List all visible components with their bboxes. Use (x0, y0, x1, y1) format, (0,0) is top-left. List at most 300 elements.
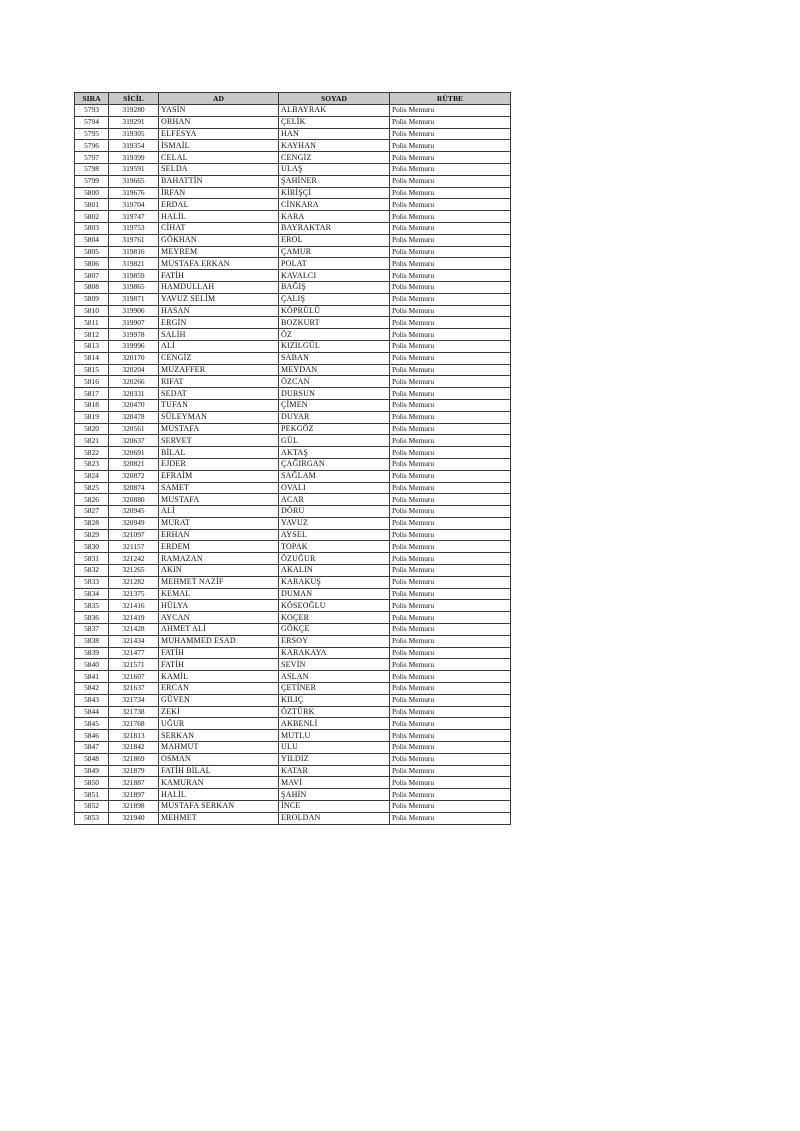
cell-rutbe: Polis Memuru (390, 435, 511, 447)
table-row (75, 105, 511, 117)
cell-soyad: ÇALIŞ (279, 293, 390, 305)
cell-sicil: 321375 (109, 588, 159, 600)
cell-sicil: 320478 (109, 411, 159, 423)
table-row (75, 765, 511, 777)
table-row (75, 576, 511, 588)
cell-ad: SEDAT (159, 388, 279, 400)
cell-sira: 5851 (75, 789, 109, 801)
cell-soyad: HAN (279, 128, 390, 140)
header-sicil: SİCİL (109, 93, 159, 105)
table-row (75, 447, 511, 459)
cell-sira: 5805 (75, 246, 109, 258)
cell-soyad: ÇAMUR (279, 246, 390, 258)
cell-ad: RIFAT (159, 376, 279, 388)
cell-rutbe: Polis Memuru (390, 128, 511, 140)
table-row (75, 671, 511, 683)
cell-ad: MURAT (159, 517, 279, 529)
cell-rutbe: Polis Memuru (390, 576, 511, 588)
cell-sicil: 320470 (109, 399, 159, 411)
table-row (75, 388, 511, 400)
cell-ad: MEHMET NAZİF (159, 576, 279, 588)
cell-rutbe: Polis Memuru (390, 187, 511, 199)
cell-soyad: CENGİZ (279, 152, 390, 164)
cell-rutbe: Polis Memuru (390, 388, 511, 400)
cell-soyad: KİRİŞÇİ (279, 187, 390, 199)
cell-ad: UĞUR (159, 718, 279, 730)
cell-ad: AKIN (159, 565, 279, 577)
cell-sira: 5816 (75, 376, 109, 388)
cell-rutbe: Polis Memuru (390, 694, 511, 706)
cell-ad: ELFESYA (159, 128, 279, 140)
cell-sira: 5826 (75, 494, 109, 506)
cell-sicil: 319821 (109, 258, 159, 270)
table-row (75, 706, 511, 718)
table-row (75, 494, 511, 506)
cell-ad: BAHATTİN (159, 175, 279, 187)
cell-rutbe: Polis Memuru (390, 340, 511, 352)
cell-sicil: 321898 (109, 801, 159, 813)
cell-ad: KEMAL (159, 588, 279, 600)
cell-soyad: ÇETİNER (279, 683, 390, 695)
cell-soyad: KAVALCI (279, 270, 390, 282)
cell-sicil: 320874 (109, 482, 159, 494)
cell-sira: 5836 (75, 612, 109, 624)
cell-sira: 5849 (75, 765, 109, 777)
cell-soyad: SEVİN (279, 659, 390, 671)
cell-rutbe: Polis Memuru (390, 140, 511, 152)
cell-soyad: KÖSEOĞLU (279, 600, 390, 612)
cell-sira: 5800 (75, 187, 109, 199)
table-row (75, 588, 511, 600)
cell-ad: OSMAN (159, 753, 279, 765)
cell-rutbe: Polis Memuru (390, 541, 511, 553)
cell-ad: CİHAT (159, 222, 279, 234)
cell-ad: MUHAMMED ESAD (159, 635, 279, 647)
table-row (75, 423, 511, 435)
cell-sira: 5808 (75, 281, 109, 293)
cell-ad: BİLAL (159, 447, 279, 459)
cell-soyad: PEKGÖZ (279, 423, 390, 435)
cell-soyad: KILIÇ (279, 694, 390, 706)
cell-sira: 5825 (75, 482, 109, 494)
cell-ad: FATİH BİLAL (159, 765, 279, 777)
cell-soyad: ALBAYRAK (279, 105, 390, 117)
cell-sira: 5824 (75, 470, 109, 482)
cell-ad: CENGİZ (159, 352, 279, 364)
cell-soyad: KARAKUŞ (279, 576, 390, 588)
cell-rutbe: Polis Memuru (390, 588, 511, 600)
cell-ad: MUSTAFA SERKAN (159, 801, 279, 813)
cell-ad: ORHAN (159, 116, 279, 128)
cell-rutbe: Polis Memuru (390, 683, 511, 695)
cell-sira: 5833 (75, 576, 109, 588)
cell-rutbe: Polis Memuru (390, 612, 511, 624)
cell-rutbe: Polis Memuru (390, 246, 511, 258)
cell-soyad: BAYRAKTAR (279, 222, 390, 234)
cell-sicil: 319907 (109, 317, 159, 329)
table-row (75, 364, 511, 376)
cell-sira: 5811 (75, 317, 109, 329)
cell-sira: 5812 (75, 329, 109, 341)
cell-soyad: ASLAN (279, 671, 390, 683)
cell-rutbe: Polis Memuru (390, 482, 511, 494)
cell-sira: 5847 (75, 742, 109, 754)
cell-rutbe: Polis Memuru (390, 376, 511, 388)
cell-rutbe: Polis Memuru (390, 399, 511, 411)
table-row (75, 612, 511, 624)
cell-sicil: 321842 (109, 742, 159, 754)
table-row (75, 517, 511, 529)
cell-sicil: 321419 (109, 612, 159, 624)
cell-sira: 5823 (75, 458, 109, 470)
cell-sira: 5821 (75, 435, 109, 447)
cell-ad: ERDAL (159, 199, 279, 211)
cell-ad: MUSTAFA (159, 423, 279, 435)
table-row (75, 222, 511, 234)
table-row (75, 128, 511, 140)
cell-ad: FATİH (159, 647, 279, 659)
cell-sira: 5830 (75, 541, 109, 553)
cell-rutbe: Polis Memuru (390, 777, 511, 789)
cell-soyad: İNCE (279, 801, 390, 813)
table-row (75, 742, 511, 754)
cell-sira: 5802 (75, 211, 109, 223)
cell-soyad: BAĞIŞ (279, 281, 390, 293)
cell-soyad: KOÇER (279, 612, 390, 624)
cell-soyad: AKTAŞ (279, 447, 390, 459)
cell-sira: 5848 (75, 753, 109, 765)
cell-ad: GÖKHAN (159, 234, 279, 246)
table-row (75, 340, 511, 352)
cell-sicil: 319399 (109, 152, 159, 164)
cell-sicil: 321157 (109, 541, 159, 553)
cell-soyad: KÖPRÜLÜ (279, 305, 390, 317)
cell-sira: 5828 (75, 517, 109, 529)
cell-soyad: OVALI (279, 482, 390, 494)
table-row (75, 270, 511, 282)
table-row (75, 234, 511, 246)
cell-ad: MAHMUT (159, 742, 279, 754)
cell-sicil: 320872 (109, 470, 159, 482)
cell-sicil: 319871 (109, 293, 159, 305)
cell-sira: 5803 (75, 222, 109, 234)
cell-sicil: 319753 (109, 222, 159, 234)
cell-ad: AHMET ALİ (159, 624, 279, 636)
table-row (75, 293, 511, 305)
cell-rutbe: Polis Memuru (390, 458, 511, 470)
cell-sicil: 319280 (109, 105, 159, 117)
cell-soyad: ÇELİK (279, 116, 390, 128)
cell-ad: ZEKİ (159, 706, 279, 718)
table-row (75, 187, 511, 199)
cell-soyad: EROL (279, 234, 390, 246)
cell-sira: 5813 (75, 340, 109, 352)
cell-sicil: 319676 (109, 187, 159, 199)
cell-sicil: 320691 (109, 447, 159, 459)
cell-rutbe: Polis Memuru (390, 352, 511, 364)
cell-ad: AYCAN (159, 612, 279, 624)
cell-soyad: CİNKARA (279, 199, 390, 211)
cell-sicil: 321734 (109, 694, 159, 706)
cell-soyad: GÖKÇE (279, 624, 390, 636)
table-row (75, 506, 511, 518)
cell-ad: MUSTAFA ERKAN (159, 258, 279, 270)
cell-sira: 5839 (75, 647, 109, 659)
cell-ad: KAMİL (159, 671, 279, 683)
cell-sicil: 321637 (109, 683, 159, 695)
table-row (75, 683, 511, 695)
cell-sicil: 321813 (109, 730, 159, 742)
table-row (75, 635, 511, 647)
cell-ad: MUZAFFER (159, 364, 279, 376)
cell-ad: SÜLEYMAN (159, 411, 279, 423)
table-row (75, 376, 511, 388)
cell-ad: FATİH (159, 659, 279, 671)
table-row (75, 329, 511, 341)
cell-ad: İRFAN (159, 187, 279, 199)
cell-rutbe: Polis Memuru (390, 753, 511, 765)
cell-sira: 5827 (75, 506, 109, 518)
cell-sicil: 319761 (109, 234, 159, 246)
table-row (75, 789, 511, 801)
cell-sicil: 319816 (109, 246, 159, 258)
cell-soyad: AYSEL (279, 529, 390, 541)
cell-soyad: DÖRU (279, 506, 390, 518)
cell-sira: 5801 (75, 199, 109, 211)
cell-soyad: ÇAĞIRGAN (279, 458, 390, 470)
cell-ad: HALİL (159, 789, 279, 801)
cell-soyad: ŞAHİNER (279, 175, 390, 187)
cell-soyad: TOPAK (279, 541, 390, 553)
cell-ad: YAVUZ SELİM (159, 293, 279, 305)
table-row (75, 163, 511, 175)
cell-sira: 5852 (75, 801, 109, 813)
table-row (75, 659, 511, 671)
cell-ad: HAMDULLAH (159, 281, 279, 293)
cell-sira: 5798 (75, 163, 109, 175)
cell-sira: 5820 (75, 423, 109, 435)
cell-sicil: 320170 (109, 352, 159, 364)
table-row (75, 777, 511, 789)
table-row (75, 541, 511, 553)
table-row (75, 246, 511, 258)
cell-sira: 5795 (75, 128, 109, 140)
cell-sira: 5843 (75, 694, 109, 706)
cell-sicil: 321097 (109, 529, 159, 541)
cell-soyad: KIZILGÜL (279, 340, 390, 352)
table-body (75, 105, 511, 825)
cell-rutbe: Polis Memuru (390, 270, 511, 282)
cell-ad: SERVET (159, 435, 279, 447)
cell-ad: HALİL (159, 211, 279, 223)
cell-soyad: SABAN (279, 352, 390, 364)
cell-rutbe: Polis Memuru (390, 600, 511, 612)
cell-sicil: 321869 (109, 753, 159, 765)
table-row (75, 352, 511, 364)
cell-soyad: ÖZ (279, 329, 390, 341)
cell-sira: 5846 (75, 730, 109, 742)
cell-sicil: 319978 (109, 329, 159, 341)
cell-rutbe: Polis Memuru (390, 234, 511, 246)
cell-sicil: 319859 (109, 270, 159, 282)
cell-sicil: 320880 (109, 494, 159, 506)
cell-sicil: 319747 (109, 211, 159, 223)
cell-sicil: 321768 (109, 718, 159, 730)
cell-rutbe: Polis Memuru (390, 411, 511, 423)
cell-ad: MEYREM (159, 246, 279, 258)
cell-rutbe: Polis Memuru (390, 517, 511, 529)
cell-sicil: 321887 (109, 777, 159, 789)
cell-sicil: 319906 (109, 305, 159, 317)
cell-rutbe: Polis Memuru (390, 152, 511, 164)
table-row (75, 258, 511, 270)
cell-soyad: YAVUZ (279, 517, 390, 529)
header-soyad: SOYAD (279, 93, 390, 105)
cell-rutbe: Polis Memuru (390, 565, 511, 577)
cell-soyad: ÖZTÜRK (279, 706, 390, 718)
cell-rutbe: Polis Memuru (390, 211, 511, 223)
header-sira: SIRA (75, 93, 109, 105)
cell-sicil: 319354 (109, 140, 159, 152)
cell-sira: 5845 (75, 718, 109, 730)
cell-sira: 5817 (75, 388, 109, 400)
personnel-table (74, 92, 511, 825)
cell-ad: HASAN (159, 305, 279, 317)
cell-sicil: 319865 (109, 281, 159, 293)
cell-ad: MUSTAFA (159, 494, 279, 506)
cell-sicil: 321940 (109, 812, 159, 824)
cell-rutbe: Polis Memuru (390, 730, 511, 742)
cell-soyad: ULAŞ (279, 163, 390, 175)
cell-sira: 5814 (75, 352, 109, 364)
cell-rutbe: Polis Memuru (390, 801, 511, 813)
cell-sira: 5829 (75, 529, 109, 541)
cell-sira: 5796 (75, 140, 109, 152)
cell-soyad: BOZKURT (279, 317, 390, 329)
cell-sicil: 320331 (109, 388, 159, 400)
cell-sicil: 320561 (109, 423, 159, 435)
cell-ad: ERHAN (159, 529, 279, 541)
cell-sira: 5850 (75, 777, 109, 789)
cell-rutbe: Polis Memuru (390, 647, 511, 659)
cell-sira: 5838 (75, 635, 109, 647)
cell-ad: SALİH (159, 329, 279, 341)
cell-sicil: 321434 (109, 635, 159, 647)
table-row (75, 140, 511, 152)
cell-sicil: 320266 (109, 376, 159, 388)
cell-ad: TUFAN (159, 399, 279, 411)
cell-soyad: ÖZCAN (279, 376, 390, 388)
cell-sicil: 321571 (109, 659, 159, 671)
table-row (75, 116, 511, 128)
cell-sira: 5853 (75, 812, 109, 824)
cell-sira: 5806 (75, 258, 109, 270)
cell-ad: SELDA (159, 163, 279, 175)
cell-rutbe: Polis Memuru (390, 812, 511, 824)
table-row (75, 600, 511, 612)
cell-rutbe: Polis Memuru (390, 659, 511, 671)
cell-soyad: DUMAN (279, 588, 390, 600)
cell-soyad: ÇİMEN (279, 399, 390, 411)
header-row (75, 93, 511, 105)
cell-sicil: 321416 (109, 600, 159, 612)
cell-rutbe: Polis Memuru (390, 671, 511, 683)
table-row (75, 812, 511, 824)
cell-sicil: 319665 (109, 175, 159, 187)
cell-soyad: DURSUN (279, 388, 390, 400)
cell-soyad: AKBENLİ (279, 718, 390, 730)
cell-sira: 5844 (75, 706, 109, 718)
cell-soyad: KATAR (279, 765, 390, 777)
table-row (75, 175, 511, 187)
cell-sira: 5819 (75, 411, 109, 423)
cell-soyad: POLAT (279, 258, 390, 270)
cell-sicil: 321265 (109, 565, 159, 577)
cell-soyad: KAYHAN (279, 140, 390, 152)
table-row (75, 399, 511, 411)
cell-sira: 5797 (75, 152, 109, 164)
table-row (75, 529, 511, 541)
table-row (75, 694, 511, 706)
cell-sira: 5807 (75, 270, 109, 282)
cell-rutbe: Polis Memuru (390, 175, 511, 187)
cell-sira: 5840 (75, 659, 109, 671)
cell-sicil: 319305 (109, 128, 159, 140)
cell-sicil: 321897 (109, 789, 159, 801)
cell-sira: 5837 (75, 624, 109, 636)
table-row (75, 624, 511, 636)
cell-soyad: ÖZUĞUR (279, 553, 390, 565)
cell-sicil: 321738 (109, 706, 159, 718)
cell-sira: 5841 (75, 671, 109, 683)
cell-ad: ERDEM (159, 541, 279, 553)
cell-sicil: 320821 (109, 458, 159, 470)
table-row (75, 730, 511, 742)
cell-rutbe: Polis Memuru (390, 423, 511, 435)
cell-rutbe: Polis Memuru (390, 116, 511, 128)
table-row (75, 211, 511, 223)
table-row (75, 199, 511, 211)
cell-ad: EJDER (159, 458, 279, 470)
table-row (75, 718, 511, 730)
cell-rutbe: Polis Memuru (390, 447, 511, 459)
cell-ad: İSMAİL (159, 140, 279, 152)
cell-soyad: DUYAR (279, 411, 390, 423)
cell-rutbe: Polis Memuru (390, 105, 511, 117)
cell-sicil: 320949 (109, 517, 159, 529)
cell-soyad: KARAKAYA (279, 647, 390, 659)
cell-sira: 5810 (75, 305, 109, 317)
cell-sicil: 319704 (109, 199, 159, 211)
header-rutbe: RÜTBE (390, 93, 511, 105)
table-row (75, 801, 511, 813)
cell-sira: 5835 (75, 600, 109, 612)
table-row (75, 458, 511, 470)
cell-sicil: 319996 (109, 340, 159, 352)
cell-sicil: 319291 (109, 116, 159, 128)
cell-sira: 5815 (75, 364, 109, 376)
cell-rutbe: Polis Memuru (390, 199, 511, 211)
cell-ad: SERKAN (159, 730, 279, 742)
cell-rutbe: Polis Memuru (390, 281, 511, 293)
cell-ad: ERGİN (159, 317, 279, 329)
cell-sira: 5793 (75, 105, 109, 117)
cell-sira: 5799 (75, 175, 109, 187)
cell-sicil: 320204 (109, 364, 159, 376)
cell-soyad: ULU (279, 742, 390, 754)
cell-rutbe: Polis Memuru (390, 470, 511, 482)
cell-sicil: 321242 (109, 553, 159, 565)
